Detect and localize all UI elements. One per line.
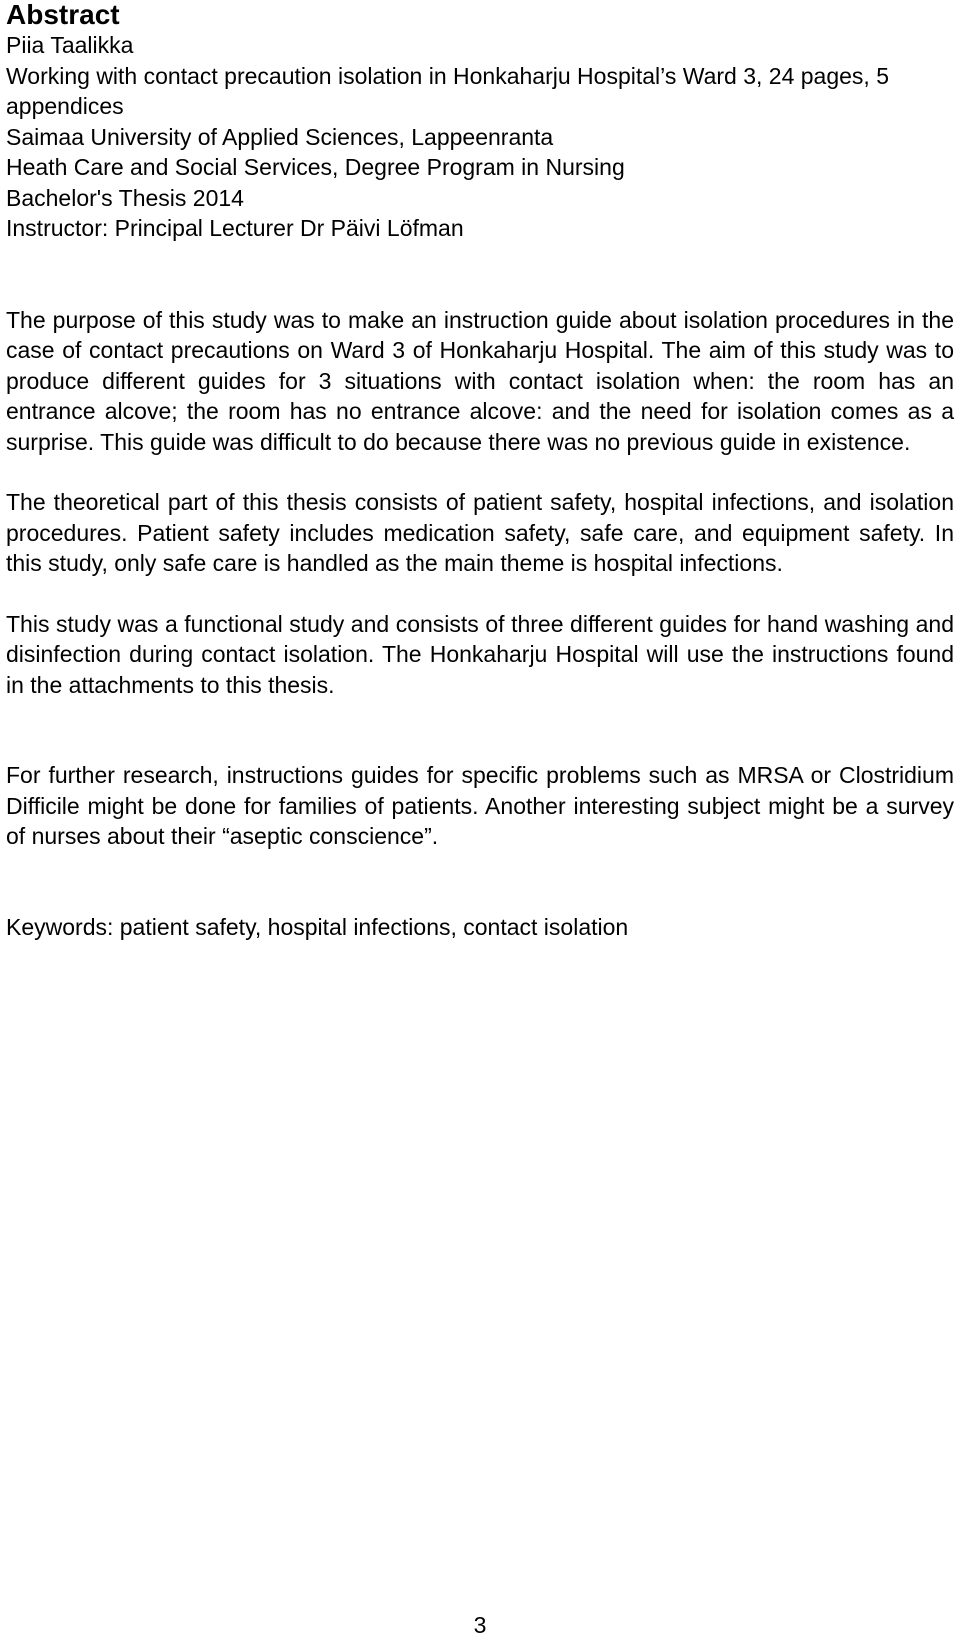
spacer xyxy=(6,244,954,305)
paragraph-purpose: The purpose of this study was to make an instruction guide about isolation procedures in the case of contact precautions on Ward 3 of Honkaharju Hospital. The aim of this study was to produce different guides for 3 situations with contact isolation when: the room has an entrance alcove; the room has no entrance alcove: and the need for isolation comes as a surprise. This guide was difficult to do because there was no previous guide in existence. xyxy=(6,306,954,455)
author-name: Piia Taalikka xyxy=(6,32,134,58)
paragraph-further-research: For further research, instructions guides for specific problems such as MRSA or Clostridium Difficile might be done for families of patients. Another interesting subject might be a survey of nurses about their “aseptic conscience”. xyxy=(6,762,954,849)
page-number: 3 xyxy=(473,1612,487,1638)
thesis-year: Bachelor's Thesis 2014 xyxy=(6,184,244,211)
keywords: Keywords: patient safety, hospital infections, contact isolation xyxy=(6,913,629,940)
paragraph-theory: The theoretical part of this thesis consists of patient safety, hospital infections, and isolation procedures. Patient safety includes medication safety, safe care, and equipment safety. In this study, only safe care is handled as the main theme is hospital infections. xyxy=(6,489,954,576)
abstract-page xyxy=(6,0,954,942)
spacer xyxy=(6,579,954,609)
instructor: Instructor: Principal Lecturer Dr Päivi Löfman xyxy=(6,215,464,241)
thesis-title: Working with contact precaution isolation in Honkaharju Hospital’s Ward 3, 24 pages, 5 appendices xyxy=(6,62,889,119)
university-name: Saimaa University of Applied Sciences, Lappeenranta xyxy=(6,123,554,150)
spacer xyxy=(6,457,954,487)
paragraph-method: This study was a functional study and consists of three different guides for hand washing and disinfection during contact isolation. The Honkaharju Hospital will use the instructions found in the attachments to this thesis. xyxy=(6,610,954,698)
page-title: Abstract xyxy=(6,0,120,30)
spacer xyxy=(6,852,954,912)
thesis-metadata xyxy=(6,30,954,244)
spacer xyxy=(6,700,954,760)
degree-program: Heath Care and Social Services, Degree Program in Nursing xyxy=(6,154,625,180)
